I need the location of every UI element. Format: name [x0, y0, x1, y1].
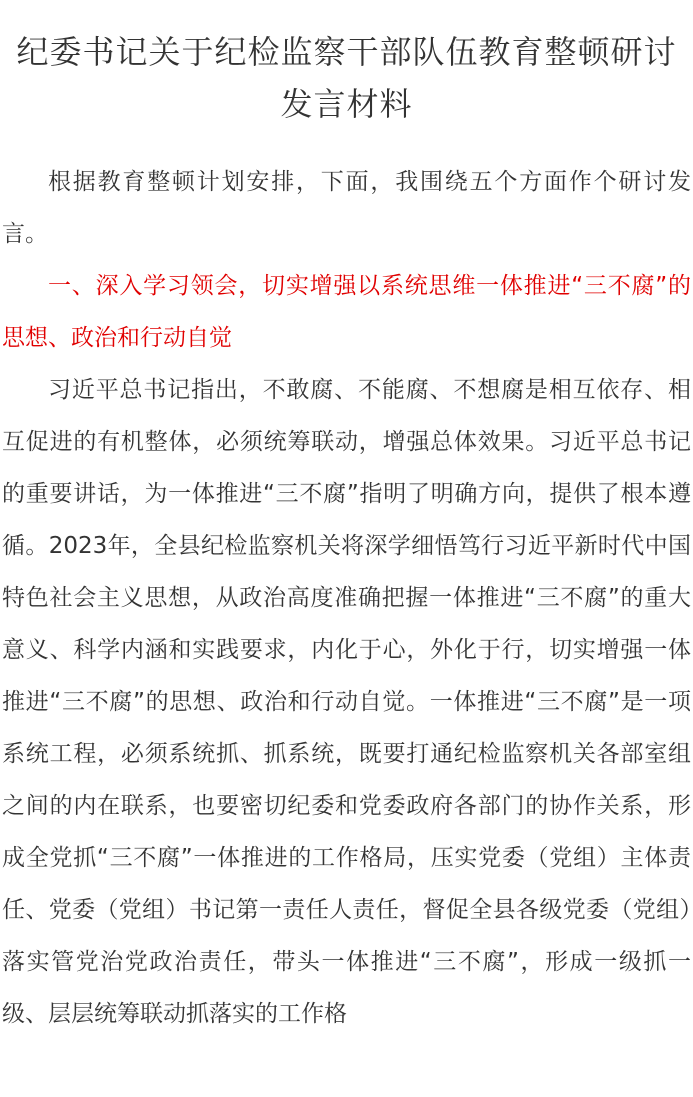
section-heading-1: 一、深入学习领会，切实增强以系统思维一体推进“三不腐”的思想、政治和行动自觉: [2, 273, 691, 351]
intro-paragraph: 根据教育整顿计划安排，下面，我围绕五个方面作个研讨发言。: [2, 169, 691, 247]
document-body: [2, 156, 691, 1040]
document-title: 纪委书记关于纪检监察干部队伍教育整顿研讨发言材料: [16, 33, 677, 123]
body-paragraph: 习近平总书记指出，不敢腐、不能腐、不想腐是相互依存、相互促进的有机整体，必须统筹联动，增强总体效果。习近平总书记的重要讲话，为一体推进“三不腐”指明了明确方向，提供了根本遵循。2023年，全县纪检监察机关将深学细悟笃行习近平新时代中国特色社会主义思想，从政治高度准确把握一体推进“三不腐”的重大意义、科学内涵和实践要求，内化于心，外化于行，切实增强一体推进“三不腐”的思想、政治和行动自觉。一体推进“三不腐”是一项系统工程，必须系统抓、抓系统，既要打通纪检监察机关各部室组之间的内在联系，也要密切纪委和党委政府各部门的协作关系，形成全党抓“三不腐”一体推进的工作格局，压实党委（党组）主体责任、党委（党组）书记第一责任人责任，督促全县各级党委（党组）落实管党治党政治责任，带头一体推进“三不腐”，形成一级抓一级、层层统筹联动抓落实的工作格: [2, 377, 691, 1027]
